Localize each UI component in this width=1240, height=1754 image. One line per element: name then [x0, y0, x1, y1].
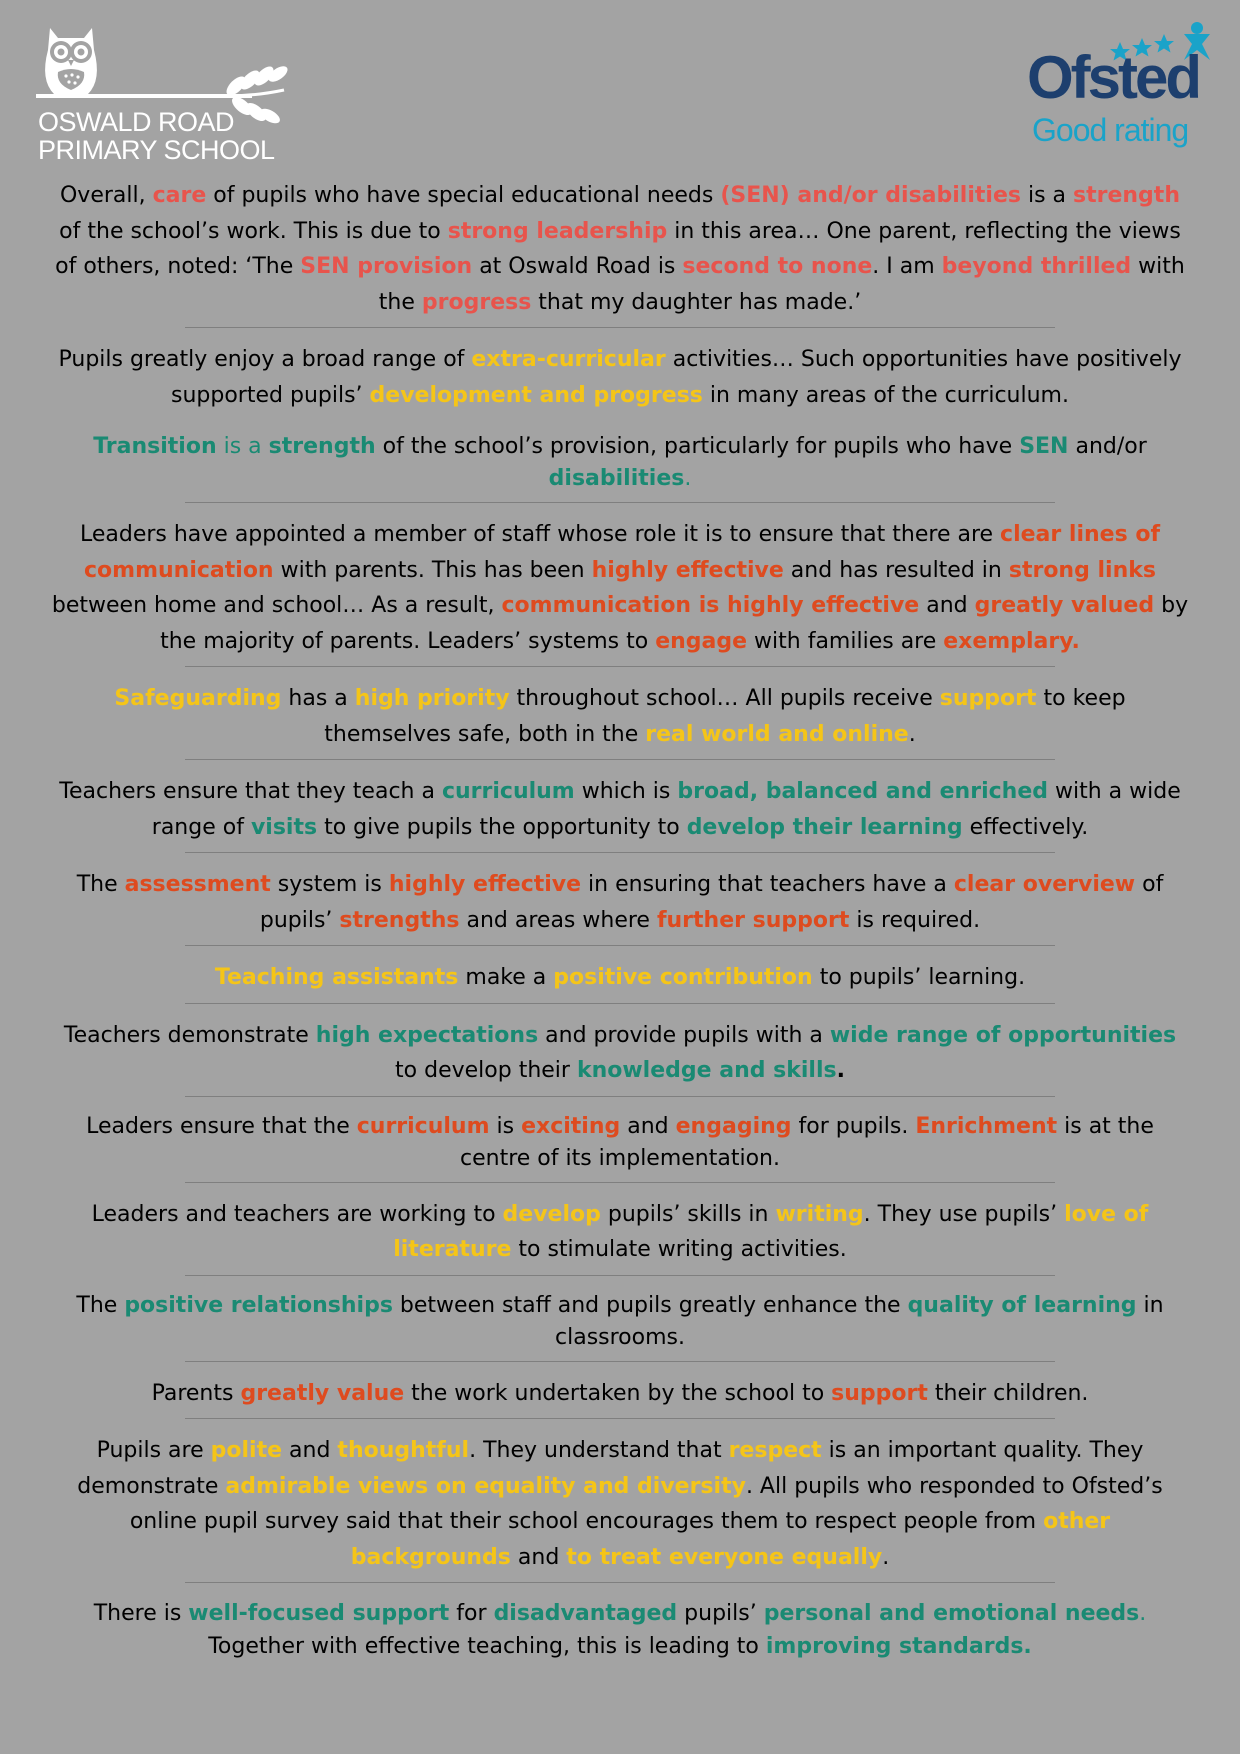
highlight-text: disabilities [548, 466, 685, 491]
quote-parents-value [50, 1376, 1190, 1412]
body-text: make a [458, 965, 554, 990]
body-text: and [282, 1438, 338, 1463]
body-text: in ensuring that teachers have a [581, 872, 954, 897]
body-text: with parents. This has been [273, 557, 592, 583]
quote-communication [50, 517, 1190, 659]
highlight-text: thoughtful [337, 1438, 470, 1463]
highlight-text: improving standards. [765, 1634, 1032, 1659]
page-header [0, 0, 1240, 170]
body-text: of pupils’ [259, 872, 1164, 933]
highlight-text: beyond thrilled [941, 254, 1132, 279]
highlight-text: curriculum [441, 779, 575, 804]
highlight-text: develop [502, 1201, 601, 1227]
highlight-text: support [939, 686, 1037, 711]
highlight-text: . [1139, 1601, 1147, 1626]
highlight-text: (SEN) and/or disabilities [720, 183, 1021, 208]
highlight-text: other backgrounds [350, 1509, 1111, 1570]
body-text: at Oswald Road is [472, 254, 683, 279]
quote-enrichment [50, 1111, 1190, 1175]
highlight-text: positive relationships [124, 1292, 393, 1318]
body-text: to give pupils the opportunity to [317, 814, 687, 840]
highlight-text: disadvantaged [493, 1601, 678, 1626]
report-quotes [50, 178, 1190, 1663]
body-text: pupils’ [677, 1601, 764, 1626]
highlight-text: engaging [675, 1113, 792, 1139]
quote-expectations [50, 1018, 1190, 1089]
highlight-text: exemplary. [943, 628, 1080, 654]
body-text: activities… Such opportunities have positively supported pupils’ [171, 347, 1182, 408]
highlight-text: SEN [1019, 434, 1069, 459]
highlight-text: care [152, 183, 207, 208]
body-text: Teachers demonstrate [63, 1022, 316, 1048]
body-text: their children. [927, 1380, 1089, 1406]
body-text: Together with effective teaching, this is leading to [208, 1634, 766, 1659]
body-text: and/or [1068, 434, 1147, 459]
body-text: is required. [849, 907, 981, 933]
body-text: Parents [151, 1380, 241, 1406]
body-text: and areas where [459, 907, 657, 933]
body-text: to stimulate writing activities. [511, 1237, 847, 1262]
highlight-text: high priority [354, 686, 510, 711]
body-text: that my daughter has made.’ [531, 289, 862, 315]
highlight-text: strength [268, 434, 376, 459]
school-logo [36, 20, 326, 165]
body-text: Overall, [59, 183, 153, 208]
body-text: pupils’ skills in [600, 1201, 776, 1227]
ofsted-rating: Good rating [1032, 112, 1189, 148]
highlight-text: strong leadership [447, 218, 668, 244]
quote-safeguarding [50, 681, 1190, 752]
highlight-text: high expectations [315, 1022, 539, 1048]
body-text: in many areas of the curriculum. [702, 382, 1069, 408]
body-text: The [76, 1292, 125, 1318]
body-text: Leaders and teachers are working to [91, 1201, 503, 1227]
body-text: with a wide range of [151, 779, 1181, 840]
highlight-text: second to none [682, 254, 873, 279]
highlight-text: . [684, 466, 692, 491]
quote-curriculum [50, 774, 1190, 845]
body-text: and [510, 1544, 567, 1570]
highlight-text: Transition [93, 434, 217, 459]
quote-assessment [50, 867, 1190, 938]
highlight-text: well-focused support [188, 1601, 450, 1626]
highlight-text: strength [1073, 183, 1180, 208]
body-text: with families are [747, 628, 944, 654]
body-text: and [620, 1113, 676, 1139]
body-text: for [449, 1601, 494, 1626]
highlight-text: positive contribution [553, 965, 813, 990]
body-text: The [76, 872, 125, 897]
highlight-text: quality of learning [907, 1292, 1137, 1318]
quote-disadvantaged [50, 1597, 1190, 1663]
body-text: and [919, 593, 975, 618]
highlight-text: development and progress [369, 382, 703, 408]
highlight-text: knowledge and skills [576, 1058, 837, 1083]
highlight-text: respect [728, 1438, 822, 1463]
quote-transition [50, 431, 1190, 495]
quote-respect [50, 1433, 1190, 1575]
body-text: has a [281, 686, 355, 711]
quote-teaching-assistants [50, 960, 1190, 996]
body-text: Teachers ensure that they teach a [59, 779, 442, 804]
highlight-text: highly effective [388, 872, 582, 897]
body-text: to keep themselves safe, both in the [324, 686, 1126, 747]
body-text: Leaders ensure that the [86, 1113, 357, 1139]
body-text: and provide pupils with a [538, 1022, 830, 1048]
body-text: is an important quality. They demonstrate [77, 1438, 1144, 1499]
body-text: throughout school… All pupils receive [509, 686, 940, 711]
body-text: of the school’s provision, particularly for pupils who have [375, 434, 1020, 459]
body-text: by the majority of parents. Leaders’ systems to [160, 593, 1189, 654]
body-text: Leaders have appointed a member of staff whose role it is to ensure that there are [79, 522, 1001, 547]
body-text: Pupils greatly enjoy a broad range of [58, 347, 472, 372]
body-text: . They use pupils’ [863, 1201, 1065, 1227]
highlight-text: admirable views on equality and diversity [225, 1473, 746, 1499]
ofsted-wordmark: Ofsted [1027, 44, 1200, 111]
highlight-text: Enrichment [915, 1113, 1058, 1139]
body-text: . [908, 721, 916, 747]
highlight-text: greatly valued [974, 593, 1155, 618]
highlight-text: strengths [339, 907, 460, 933]
highlight-text: strong links [1008, 557, 1156, 583]
highlight-text: greatly value [240, 1380, 405, 1406]
body-text: . They understand that [469, 1438, 729, 1463]
body-text: for pupils. [791, 1113, 916, 1139]
school-name-line2: PRIMARY SCHOOL [38, 135, 275, 165]
highlight-text: love of literature [393, 1201, 1149, 1262]
highlight-text: highly effective [591, 557, 784, 583]
body-text: of pupils who have special educational needs [206, 183, 721, 208]
body-text: effectively. [962, 814, 1089, 840]
highlight-text: wide range of opportunities [829, 1022, 1177, 1048]
quote-extra-curricular [50, 342, 1190, 413]
highlight-text: clear overview [953, 872, 1136, 897]
body-text: between home and school… As a result, [51, 593, 502, 618]
quote-sen-care [50, 178, 1190, 320]
highlight-text: visits [250, 814, 318, 840]
highlight-text: broad, balanced and enriched [677, 779, 1048, 804]
body-text: . [836, 1058, 845, 1083]
body-text: is at the centre of its implementation. [460, 1113, 1154, 1171]
highlight-text: personal and emotional needs [763, 1601, 1140, 1626]
body-text: is [489, 1113, 522, 1139]
body-text: to develop their [395, 1058, 577, 1083]
highlight-text: polite [210, 1438, 283, 1463]
body-text: Pupils are [96, 1438, 211, 1463]
highlight-text: engage [655, 628, 748, 654]
highlight-text: progress [421, 289, 532, 315]
body-text: of the school’s work. This is due to [59, 218, 448, 244]
highlight-text: clear lines of communication [84, 522, 1161, 583]
body-text: with the [378, 254, 1185, 315]
highlight-text: SEN provision [300, 254, 473, 279]
body-text: the work undertaken by the school to [404, 1380, 832, 1406]
body-text: There is [93, 1601, 189, 1626]
highlight-text: exciting [521, 1113, 621, 1139]
quote-relationships [50, 1290, 1190, 1354]
body-text: . [882, 1544, 890, 1570]
highlight-text: to treat everyone equally [566, 1544, 883, 1570]
body-text: . I am [872, 254, 942, 279]
body-text: . All pupils who responded to Ofsted’s online pupil survey said that their school encourages them to respect people from [129, 1473, 1163, 1534]
highlight-text: Teaching assistants [214, 965, 459, 990]
ofsted-logo [1020, 20, 1220, 160]
highlight-text: is a [216, 434, 269, 459]
highlight-text: assessment [124, 872, 271, 897]
highlight-text: develop their learning [686, 814, 963, 840]
body-text: in classrooms. [555, 1292, 1164, 1350]
body-text: between staff and pupils greatly enhance the [392, 1292, 908, 1318]
body-text: to pupils’ learning. [812, 965, 1026, 990]
highlight-text: communication is highly effective [501, 593, 920, 618]
highlight-text: curriculum [356, 1113, 490, 1139]
body-text: is a [1020, 183, 1074, 208]
highlight-text: writing [775, 1201, 864, 1227]
body-text: and has resulted in [783, 557, 1009, 583]
highlight-text: further support [656, 907, 850, 933]
body-text: in this area… One parent, reflecting the views of others, noted: ‘The [55, 218, 1181, 279]
school-name [38, 108, 275, 164]
highlight-text: real world and online [645, 721, 909, 747]
body-text: which is [574, 779, 678, 804]
highlight-text: support [831, 1380, 928, 1406]
quote-writing [50, 1197, 1190, 1268]
highlight-text: extra-curricular [471, 347, 666, 372]
school-name-line1: OSWALD ROAD [38, 107, 235, 137]
body-text: system is [270, 872, 389, 897]
highlight-text: Safeguarding [114, 686, 282, 711]
